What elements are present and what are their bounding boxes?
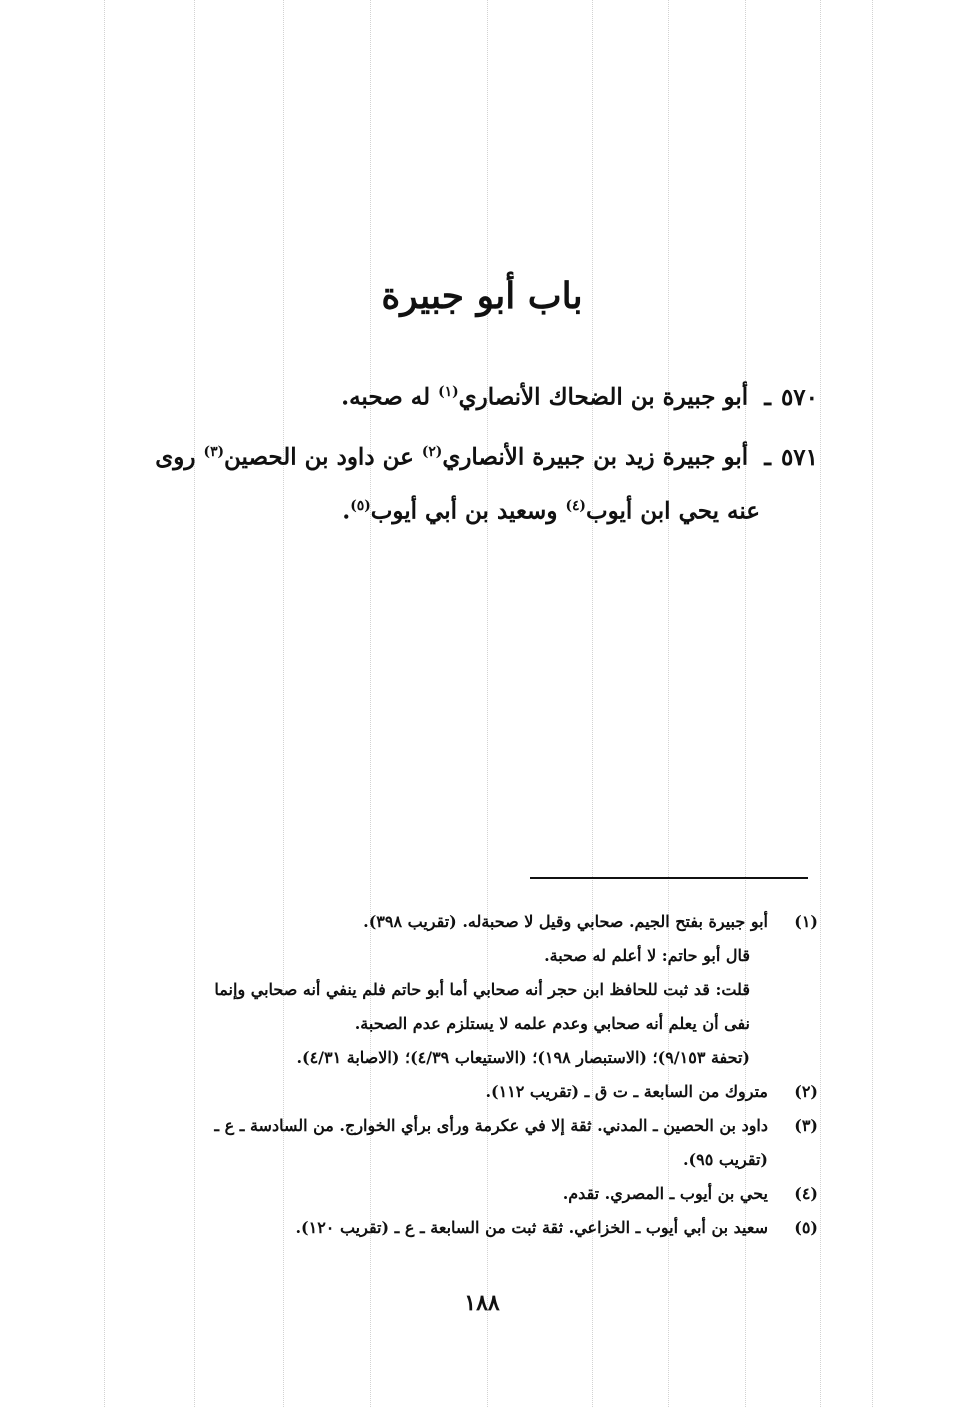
entry-dash: ـ [764, 443, 771, 471]
entry-571 [118, 428, 818, 535]
guide-line [820, 0, 821, 1407]
footnote [118, 1109, 818, 1177]
entry-text: أبو جبيرة زيد بن جبيرة الأنصاري [442, 443, 749, 471]
footnote-line: (تحفة ٩/١٥٣)؛ (الاستبصار ١٩٨)؛ (الاستيعاب ٤/٣٩)؛ (الاصابة ٤/٣١). [296, 1048, 750, 1067]
footnote [118, 1075, 818, 1109]
footnote-number: (٥) [794, 1218, 818, 1237]
footnote-ref: (٤) [565, 497, 586, 514]
footnote-ref: (٣) [203, 444, 225, 460]
chapter-title: باب أبو جبيرة [381, 275, 583, 317]
footnote-line: أبو جبيرة بفتح الجيم. صحابي وقيل لا صحبةله. (تقريب ٣٩٨). [363, 912, 768, 931]
footnote-ref: (٥) [350, 497, 371, 514]
entry-text-end: له صحبه. [341, 383, 431, 411]
footnote-number: (٣) [794, 1116, 818, 1135]
footnote-line: داود بن الحصين ـ المدني. ثقة إلا في عكرمة ورأى برأي الخوارج. من السادسة ـ ع ـ [214, 1116, 768, 1135]
guide-line [104, 0, 105, 1407]
footnote-ref: (١) [438, 384, 459, 400]
entry-text-end: . [342, 497, 351, 525]
footnote-line: (تقريب ٩٥). [682, 1150, 768, 1169]
footnote-number: (١) [794, 912, 818, 931]
entry-570 [118, 368, 818, 422]
footnote-line: سعيد بن أبي أيوب ـ الخزاعي. ثقة ثبت من السابعة ـ ع ـ (تقريب ١٢٠). [295, 1218, 768, 1237]
footnote-separator [530, 877, 808, 879]
entry-text: وسعيد بن أبي أيوب [370, 497, 558, 525]
footnote [118, 905, 818, 1075]
page-number: ١٨٨ [464, 1290, 500, 1316]
footnote-number: (٤) [794, 1184, 818, 1203]
footnote-number: (٢) [794, 1082, 818, 1101]
footnote-line: يحي بن أيوب ـ المصري. تقدم. [562, 1184, 768, 1203]
footnote-line: نفى أن يعلم أنه صحابي وعدم علمه لا يستلزم عدم الصحبة. [354, 1014, 750, 1033]
entry-text-end: روى [155, 443, 196, 471]
entry-number: ٥٧٠ [780, 383, 818, 411]
footnote-line: قال أبو حاتم: لا أعلم له صحبة. [544, 946, 750, 965]
entry-continuation [118, 482, 818, 536]
entry-dash: ـ [764, 383, 771, 411]
footnote [118, 1211, 818, 1245]
entry-text: أبو جبيرة بن الضحاك الأنصاري [458, 383, 749, 411]
entry-number: ٥٧١ [780, 443, 818, 471]
footnote-ref: (٢) [421, 444, 443, 460]
footnote [118, 1177, 818, 1211]
footnote-line: قلت: قد ثبت للحافظ ابن حجر أنه صحابي أما أبو حاتم فلم ينفي أنه صحابي وإنما [214, 980, 750, 999]
entry-text-mid: عن داود بن الحصين [224, 443, 414, 471]
entry-text: عنه يحي ابن أيوب [585, 497, 760, 525]
guide-line [872, 0, 873, 1407]
footnote-line: متروك من السابعة ـ ت ق ـ (تقريب ١١٢). [485, 1082, 768, 1101]
footnotes [118, 905, 818, 1245]
